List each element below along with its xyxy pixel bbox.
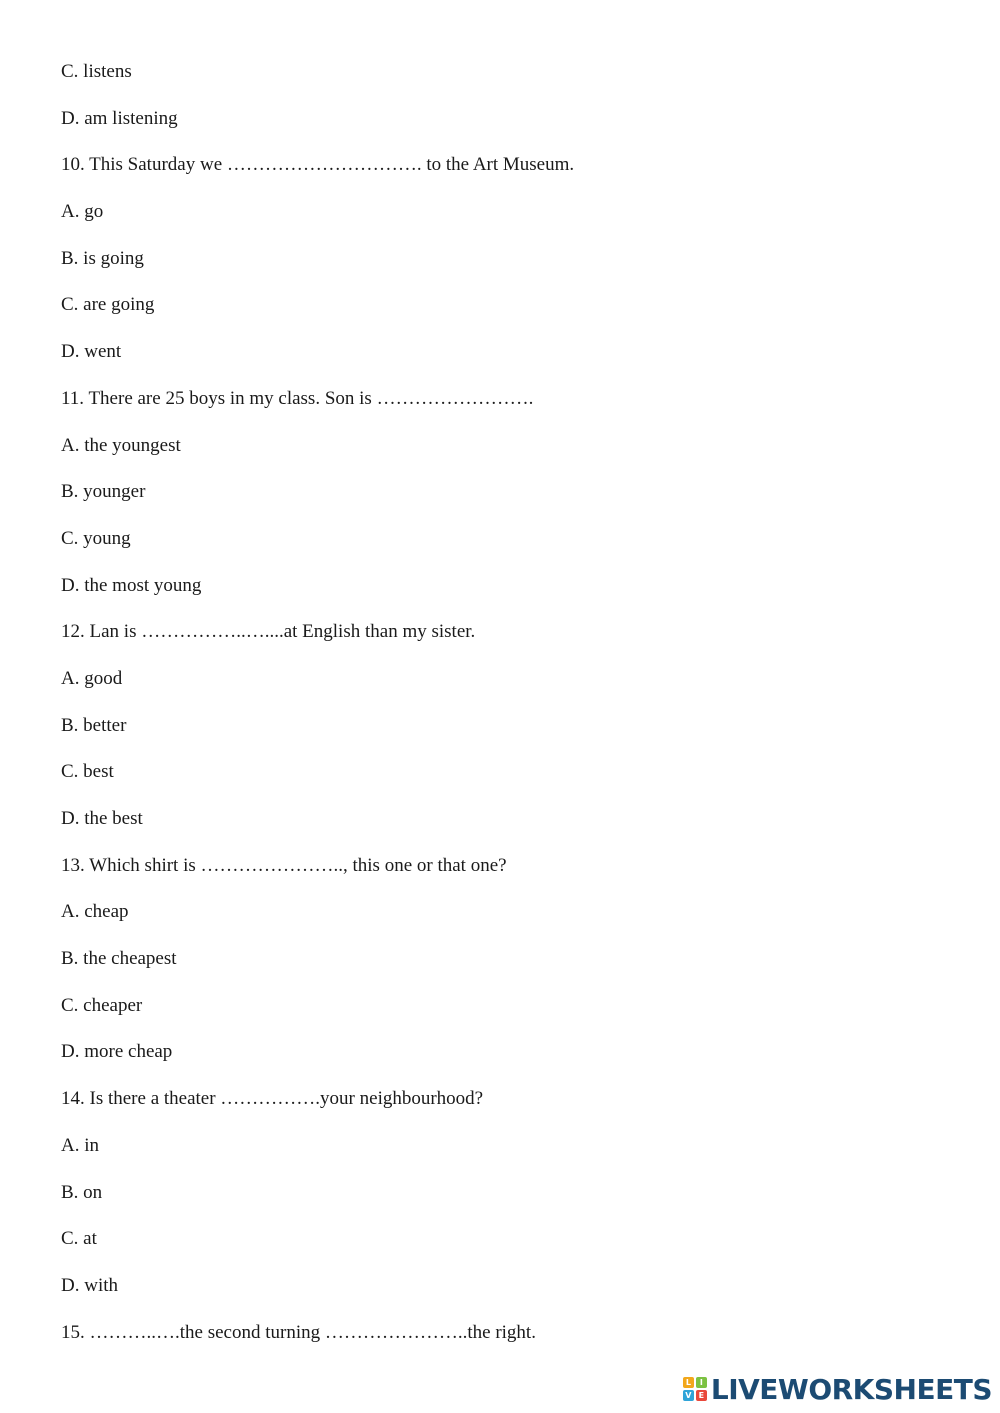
question-11: 11. There are 25 boys in my class. Son is ……………………. [61, 387, 534, 409]
question-14: 14. Is there a theater …………….your neighbourhood? [61, 1088, 484, 1110]
answer-option: C. best [61, 761, 114, 783]
question-13: 13. Which shirt is ………………….., this one or that one? [61, 854, 507, 876]
answer-option: A. cheap [61, 901, 129, 923]
answer-option: C. listens [61, 61, 132, 82]
mark-tile: L [683, 1377, 694, 1388]
liveworksheets-wordmark: LIVEWORKSHEETS [710, 1372, 992, 1406]
answer-option: B. younger [61, 481, 146, 503]
answer-option: B. on [61, 1181, 103, 1203]
liveworksheets-mark-icon [683, 1377, 707, 1401]
mark-tile: E [696, 1390, 707, 1401]
answer-option: C. cheaper [61, 994, 143, 1016]
answer-option: C. young [61, 527, 131, 549]
answer-option: D. the best [61, 808, 143, 829]
mark-tile: V [683, 1390, 694, 1401]
answer-option: D. went [61, 341, 122, 363]
answer-option: B. the cheapest [61, 948, 177, 970]
answer-option: D. the most young [61, 574, 202, 596]
worksheet-page [61, 57, 961, 1364]
answer-option: B. better [61, 714, 127, 736]
answer-option: A. the youngest [61, 434, 181, 456]
answer-option: D. am listening [61, 107, 178, 129]
liveworksheets-logo [683, 1370, 992, 1408]
question-12: 12. Lan is ……………..…....at English than my sister. [61, 621, 476, 643]
question-15: 15. ………..….the second turning …………………..the right. [61, 1321, 536, 1343]
answer-option: C. are going [61, 294, 155, 316]
answer-option: D. more cheap [61, 1041, 173, 1063]
answer-option: A. in [61, 1134, 99, 1156]
answer-option: A. go [61, 201, 104, 223]
answer-option: C. at [61, 1228, 97, 1250]
answer-option: D. with [61, 1274, 118, 1296]
mark-tile: I [696, 1377, 707, 1388]
answer-option: A. good [61, 667, 123, 689]
answer-option: B. is going [61, 247, 144, 269]
question-10: 10. This Saturday we …………………………. to the Art Museum. [61, 154, 575, 176]
